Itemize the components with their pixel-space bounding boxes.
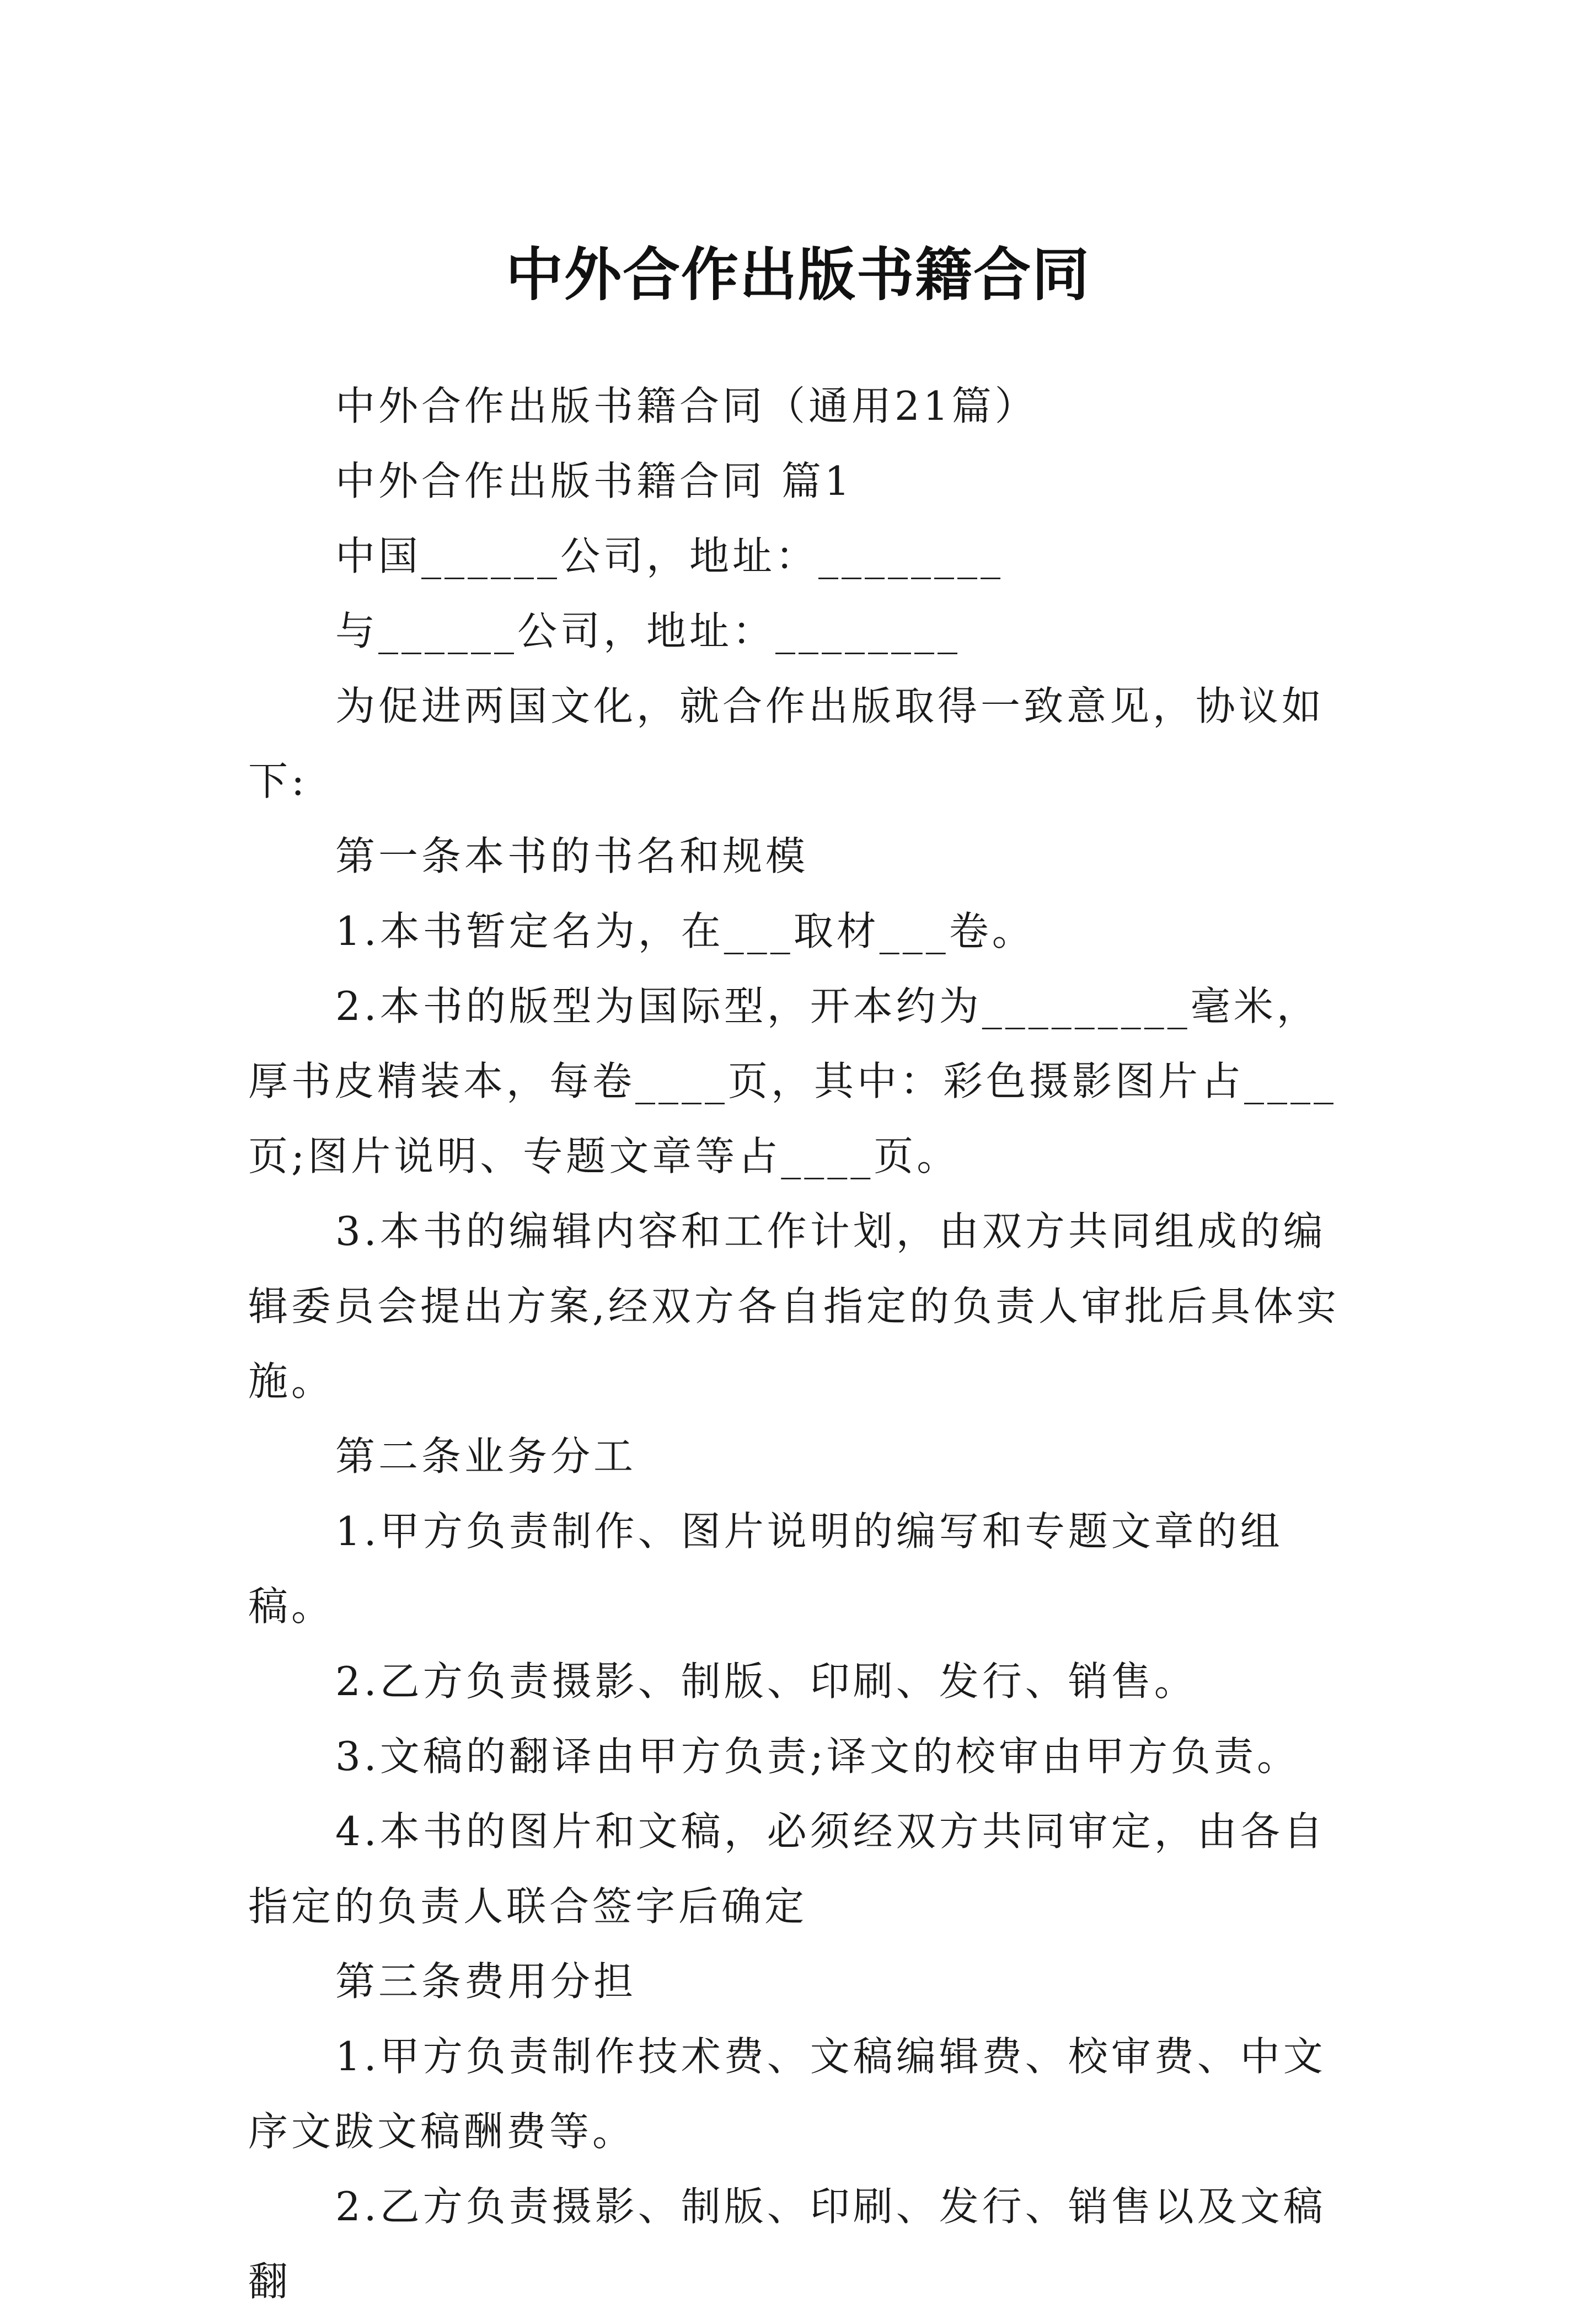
document-title: 中外合作出版书籍合同	[505, 241, 1090, 308]
paragraph: 2.本书的版型为国际型，开本约为_________毫米，厚书皮精装本，每卷____页，其中：彩色摄影图片占____页;图片说明、专题文章等占____页。	[248, 983, 1337, 1179]
paragraph: 1.甲方负责制作、图片说明的编写和专题文章的组稿。	[248, 1508, 1283, 1629]
paragraph: 3.本书的编辑内容和工作计划，由双方共同组成的编辑委员会提出方案,经双方各自指定的负责人审批后具体实施。	[248, 1208, 1340, 1404]
paragraph: 4.本书的图片和文稿，必须经双方共同审定，由各自指定的负责人联合签字后确定	[248, 1808, 1326, 1930]
paragraph: 中外合作出版书籍合同（通用21篇）	[335, 383, 1038, 429]
paragraph: 2.乙方负责摄影、制版、印刷、发行、销售。	[335, 1658, 1197, 1704]
section-heading: 第一条本书的书名和规模	[335, 833, 809, 879]
paragraph: 与______公司，地址：________	[335, 608, 961, 654]
paragraph: 3.文稿的翻译由甲方负责;译文的校审由甲方负责。	[335, 1733, 1300, 1780]
section-heading: 第二条业务分工	[335, 1433, 637, 1479]
paragraph: 为促进两国文化，就合作出版取得一致意见，协议如下:	[248, 683, 1325, 804]
paragraph: 1.本书暂定名为，在___取材___卷。	[335, 908, 1035, 954]
paragraph: 中国______公司，地址：________	[335, 533, 1004, 579]
paragraph: 2.乙方负责摄影、制版、印刷、发行、销售以及文稿翻	[248, 2183, 1326, 2305]
paragraph: 1.甲方负责制作技术费、文稿编辑费、校审费、中文序文跋文稿酬费等。	[248, 2033, 1326, 2155]
document-body	[248, 368, 1362, 2319]
section-heading: 第三条费用分担	[335, 1958, 637, 2005]
paragraph: 中外合作出版书籍合同 篇1	[335, 458, 853, 504]
